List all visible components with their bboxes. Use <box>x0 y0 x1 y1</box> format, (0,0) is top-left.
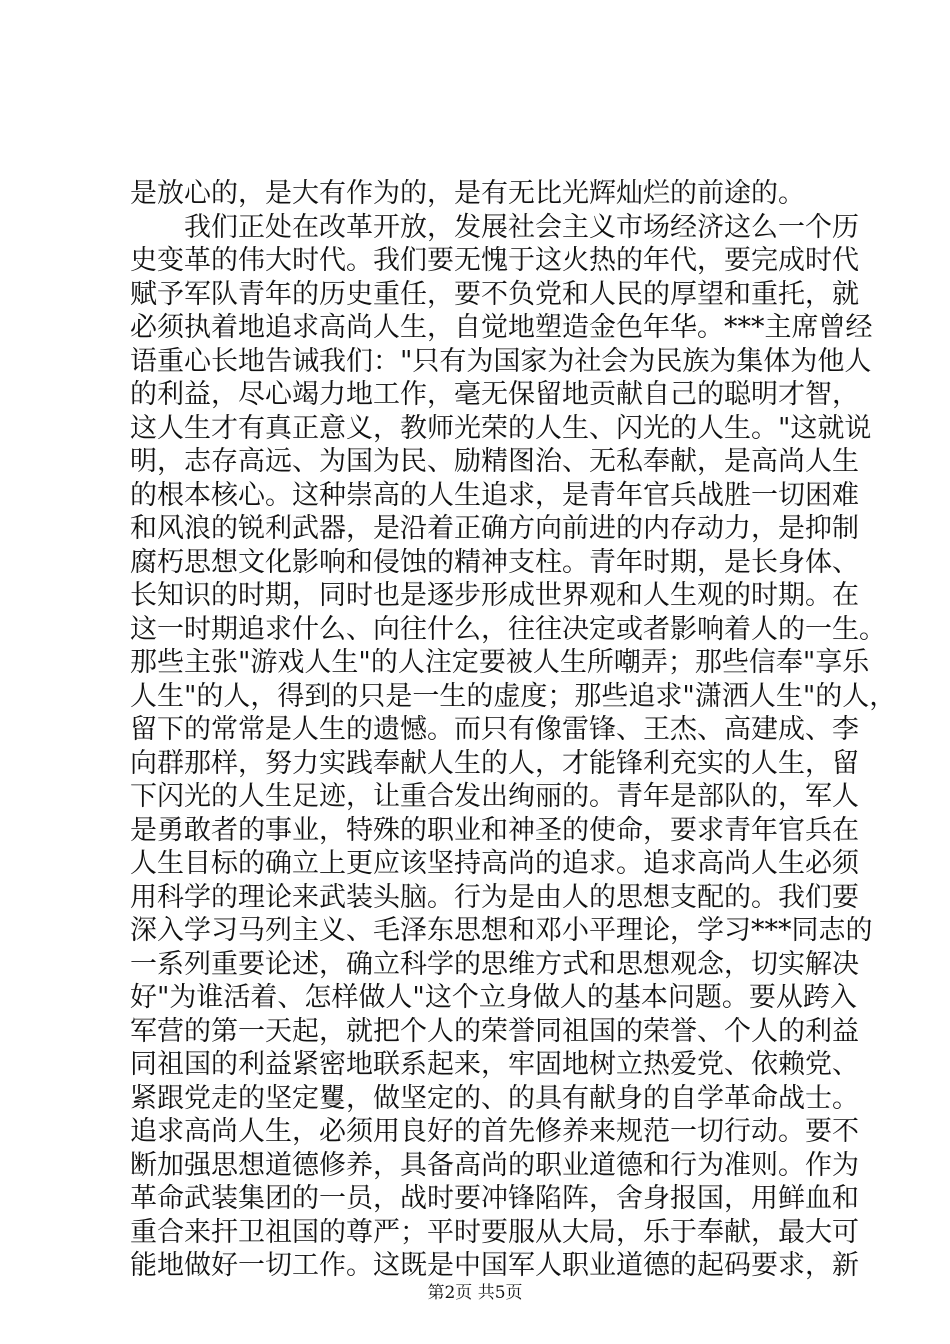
text-line: 的根本核心。这种崇高的人生追求，是青年官兵战胜一切困难 <box>130 479 859 511</box>
text-line: 革命武装集团的一员，战时要冲锋陷阵，舍身报国，用鲜血和 <box>130 1183 859 1214</box>
text-line: 追求高尚人生，必须用良好的首先修养来规范一切行动。要不 <box>130 1116 859 1147</box>
text-line: 语重心长地告诫我们："只有为国家为社会为民族为集体为他人 <box>130 345 872 377</box>
text-line: 下闪光的人生足迹，让重合发出绚丽的。青年是部队的，军人 <box>130 781 859 812</box>
text-line: 这人生才有真正意义，教师光荣的人生、闪光的人生。"这就说 <box>130 412 872 444</box>
text-line: 长知识的时期，同时也是逐步形成世界观和人生观的时期。在 <box>130 580 859 611</box>
text-line: 重合来扞卫祖国的尊严；平时要服从大局，乐于奉献，最大可 <box>130 1216 859 1248</box>
text-line: 一系列重要论述，确立科学的思维方式和思想观念，切实解决 <box>130 948 859 980</box>
text-line: 必须执着地追求高尚人生，自觉地塑造金色年华。***主席曾经 <box>130 312 873 343</box>
text-line: 腐朽思想文化影响和侵蚀的精神支柱。青年时期，是长身体、 <box>130 546 859 578</box>
text-line: 那些主张"游戏人生"的人注定要被人生所嘲弄；那些信奉"享乐 <box>130 647 870 678</box>
text-line: 的利益，尽心竭力地工作，毫无保留地贡献自己的聪明才智， <box>130 379 859 410</box>
text-line: 深入学习马列主义、毛泽东思想和邓小平理论，学习***同志的 <box>130 915 873 946</box>
text-line: 我们正处在改革开放，发展社会主义市场经济这么一个历 <box>184 211 859 243</box>
text-line: 军营的第一天起，就把个人的荣誉同祖国的荣誉、个人的利益 <box>130 1015 859 1047</box>
text-line: 用科学的理论来武装头脑。行为是由人的思想支配的。我们要 <box>130 881 859 913</box>
text-line: 史变革的伟大时代。我们要无愧于这火热的年代，要完成时代 <box>130 245 859 276</box>
text-line: 紧跟党走的坚定矍，做坚定的、的具有献身的自学革命战士。 <box>130 1082 859 1114</box>
text-line: 向群那样，努力实践奉献人生的人，才能锋利充实的人生，留 <box>130 747 859 779</box>
text-line: 好"为谁活着、怎样做人"这个立身做人的基本问题。要从跨入 <box>130 982 857 1013</box>
text-line: 明，志存高远、为国为民、励精图治、无私奉献，是高尚人生 <box>130 446 859 477</box>
text-line: 是放心的，是大有作为的，是有无比光辉灿烂的前途的。 <box>130 178 805 209</box>
text-line: 能地做好一切工作。这既是中国军人职业道德的起码要求，新 <box>130 1250 859 1281</box>
text-line: 断加强思想道德修养，具备高尚的职业道德和行为准则。作为 <box>130 1149 859 1181</box>
text-line: 是勇敢者的事业，特殊的职业和神圣的使命，要求青年官兵在 <box>130 814 859 846</box>
text-line: 赋予军队青年的历史重任，要不负党和人民的厚望和重托，就 <box>130 278 859 310</box>
text-line: 人生目标的确立上更应该坚持高尚的追求。追求高尚人生必须 <box>130 848 859 879</box>
page-indicator: 第2页 共5页 <box>427 1283 523 1303</box>
text-line: 同祖国的利益紧密地联系起来，牢固地树立热爱党、依赖党、 <box>130 1049 859 1080</box>
text-line: 这一时期追求什么、向往什么，往往决定或者影响着人的一生。 <box>130 613 886 645</box>
text-line: 人生"的人，得到的只是一生的虚度；那些追求"潇洒人生"的人， <box>130 680 897 712</box>
body-text <box>130 177 897 1283</box>
text-line: 留下的常常是人生的遗憾。而只有像雷锋、王杰、高建成、李 <box>130 714 859 745</box>
text-line: 和风浪的锐利武器，是沿着正确方向前进的内存动力，是抑制 <box>130 513 859 544</box>
